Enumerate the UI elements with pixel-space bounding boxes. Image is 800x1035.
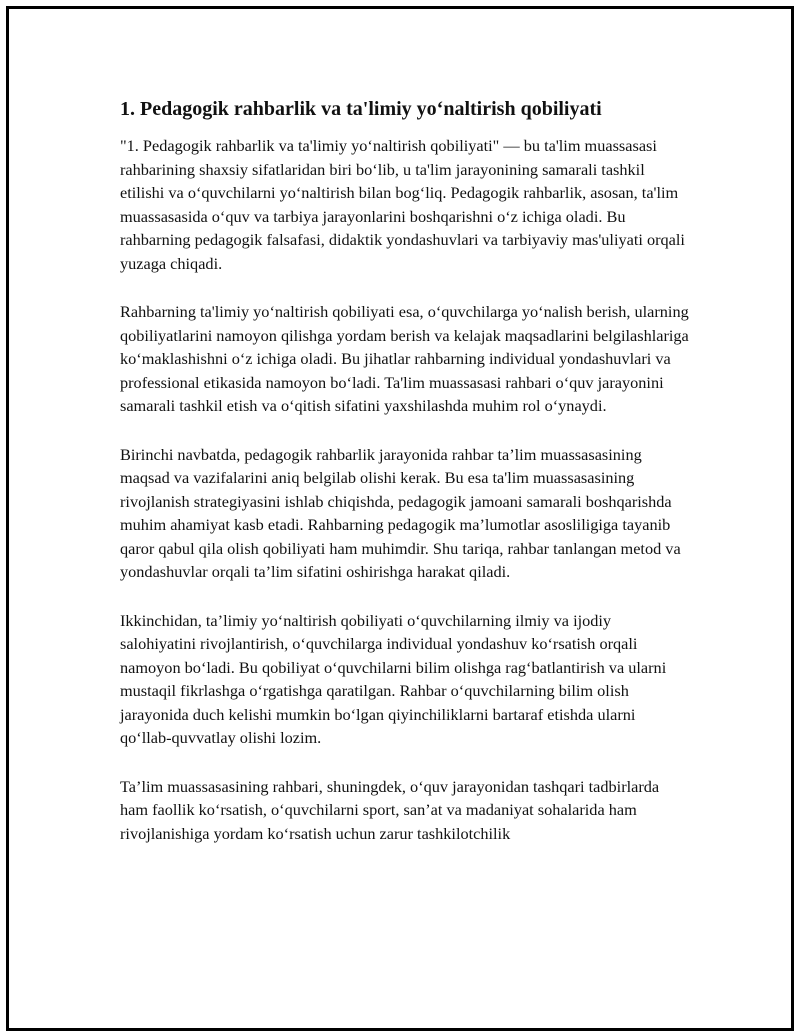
paragraph-2: Rahbarning ta'limiy yo‘naltirish qobiliyati esa, o‘quvchilarga yo‘nalish berish, ularning qobiliyatlarini namoyon qilishga yordam berish va kelajak maqsadlarini belgilashlariga ko‘maklashishni o‘z ichiga oladi. Bu jihatlar rahbarning individual yondashuvlari va professional etikasida namoyon bo‘ladi. Ta'lim muassasasi rahbari o‘quv jarayonini samarali tashkil etish va o‘qitish sifatini yaxshilashda muhim rol o‘ynaydi. [120,302,689,415]
document-body [120,96,690,870]
paragraph-5: Ta’lim muassasasining rahbari, shuningdek, o‘quv jarayonidan tashqari tadbirlarda ham faollik ko‘rsatish, o‘quvchilarni sport, san’at va madaniyat sohalarida ham rivojlanishiga yordam ko‘rsatish uchun zarur tashkilotchilik [120,776,660,843]
paragraph-3: Birinchi navbatda, pedagogik rahbarlik jarayonida rahbar ta’lim muassasasining maqsad va vazifalarini aniq belgilab olishi kerak. Bu esa ta'lim muassasasining rivojlanish strategiyasini ishlab chiqishda, pedagogik jamoani samarali boshqarishda muhim ahamiyat kasb etadi. Rahbarning pedagogik ma’lumotlar asosliligiga tayanib qaror qabul qila olish qobiliyati ham muhimdir. Shu tariqa, rahbar tanlangan metod va yondashuvlar orqali ta’lim sifatini oshirishga harakat qiladi. [120,444,681,581]
page-frame [6,6,794,1031]
paragraph-4: Ikkinchidan, ta’limiy yo‘naltirish qobiliyati o‘quvchilarning ilmiy va ijodiy salohiyatini rivojlantirish, o‘quvchilarga individual yondashuv ko‘rsatish orqali namoyon bo‘ladi. Bu qobiliyat o‘quvchilarni bilim olishga rag‘batlantirish va ularni mustaqil fikrlashga o‘rgatishga qaratilgan. Rahbar o‘quvchilarning bilim olish jarayonida duch kelishi mumkin bo‘lgan qiyinchiliklarni bartaraf etishda ularni qo‘llab-quvvatlay olishi lozim. [120,610,667,747]
paragraph-1: "1. Pedagogik rahbarlik va ta'limiy yo‘naltirish qobiliyati" — bu ta'lim muassasasi rahbarining shaxsiy sifatlaridan biri bo‘lib, u ta'lim jarayonining samarali tashkil etilishi va o‘quvchilarni yo‘naltirish bilan bog‘liq. Pedagogik rahbarlik, asosan, ta'lim muassasasida o‘quv va tarbiya jarayonlarini boshqarishni o‘z ichiga oladi. Bu rahbarning pedagogik falsafasi, didaktik yondashuvlari va tarbiyaviy mas'uliyati orqali yuzaga chiqadi. [120,136,685,273]
section-heading: 1. Pedagogik rahbarlik va ta'limiy yo‘naltirish qobiliyati [120,98,602,120]
